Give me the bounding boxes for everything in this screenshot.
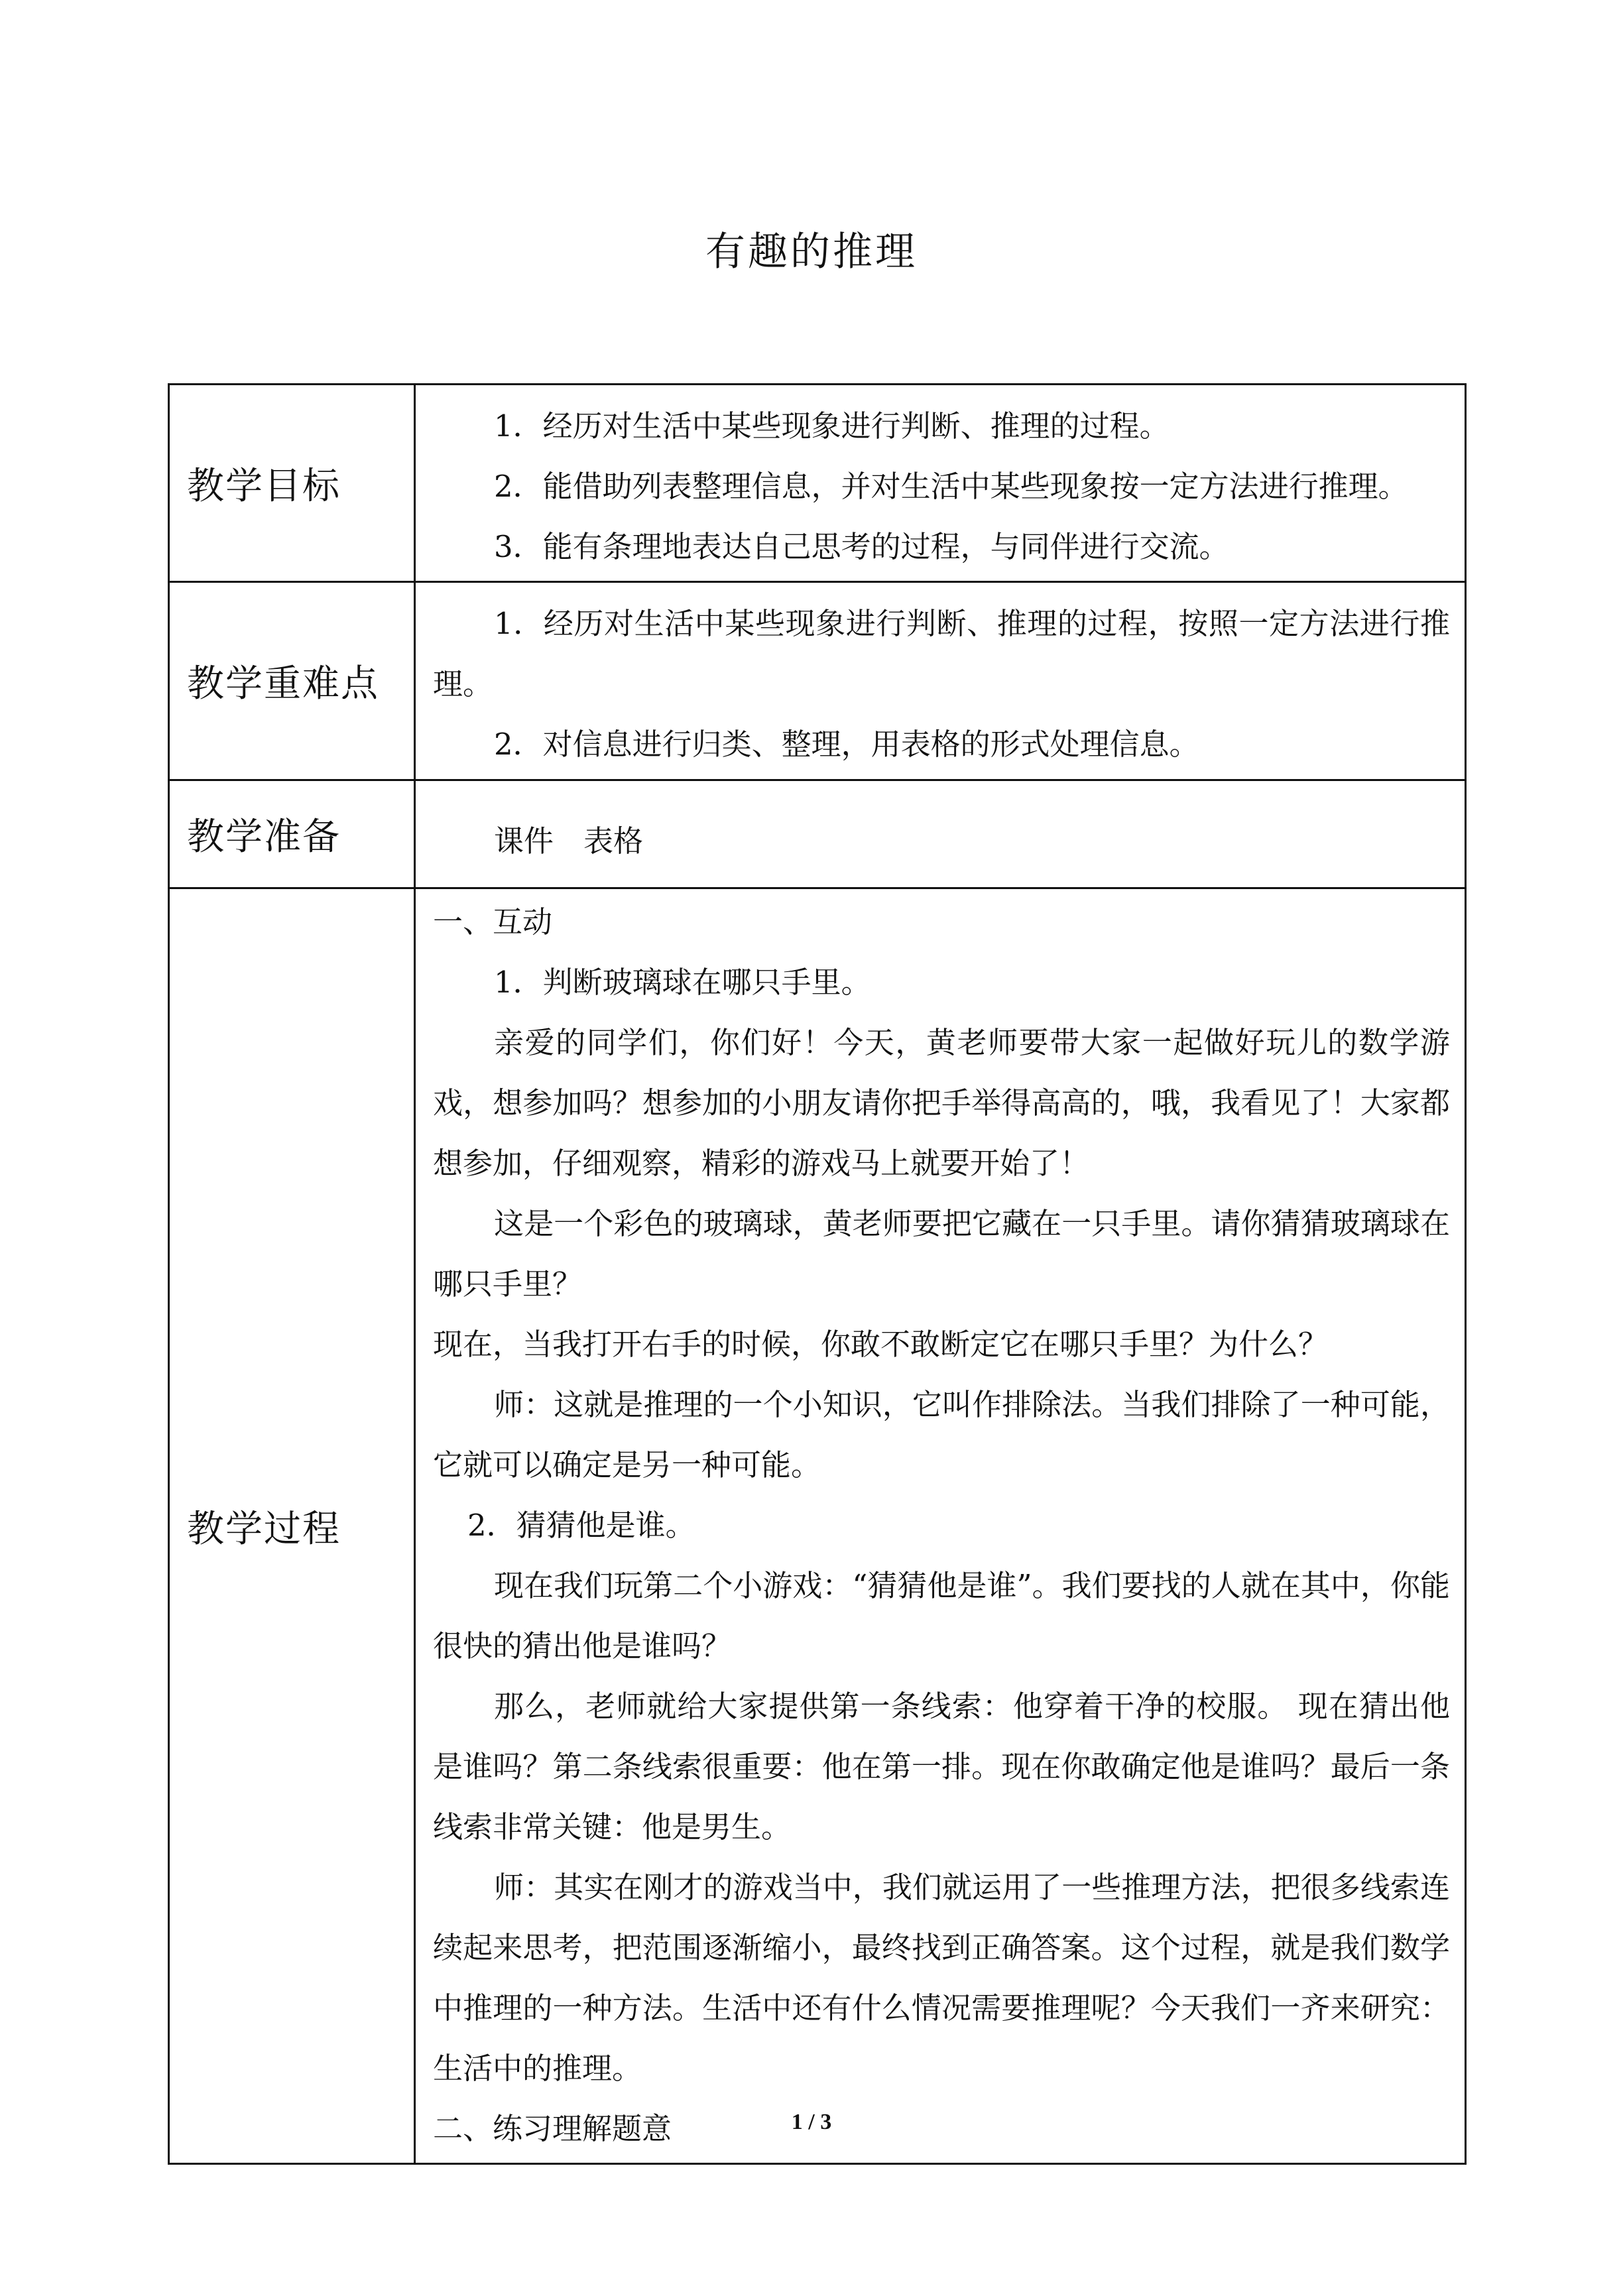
label-teaching-process: 教学过程: [169, 888, 415, 2164]
process-paragraph: 2．猜猜他是谁。: [467, 1508, 695, 1543]
process-paragraph: 1．判断玻璃球在哪只手里。: [494, 965, 871, 1000]
section-heading: 一、互动: [433, 904, 553, 939]
preparation-text: 课件 表格: [494, 823, 644, 859]
row-teaching-goals: [169, 385, 1466, 582]
content-teaching-process: [415, 888, 1466, 2164]
process-paragraph: 师：这就是推理的一个小知识，它叫作排除法。当我们排除了一种可能，它就可以确定是另一种可能。: [433, 1387, 1450, 1482]
label-preparation: 教学准备: [169, 780, 415, 888]
label-teaching-goals: 教学目标: [169, 385, 415, 582]
process-paragraph: 亲爱的同学们，你们好！今天，黄老师要带大家一起做好玩儿的数学游戏，想参加吗？想参加的小朋友请你把手举得高高的，哦，我看见了！大家都想参加，仔细观察，精彩的游戏马上就要开始了！: [433, 1025, 1450, 1181]
process-paragraph: 现在，当我打开右手的时候，你敢不敢断定它在哪只手里？为什么？: [433, 1327, 1329, 1362]
process-paragraph: 师：其实在刚才的游戏当中，我们就运用了一些推理方法，把很多线索连续起来思考，把范围逐渐缩小，最终找到正确答案。这个过程，就是我们数学中推理的一种方法。生活中还有什么情况需要推理呢？今天我们一齐来研究：生活中的推理。: [433, 1870, 1450, 2086]
process-paragraph: 那么，老师就给大家提供第一条线索：他穿着干净的校服。 现在猜出他是谁吗？第二条线索很重要：他在第一排。现在你敢确定他是谁吗？最后一条线索非常关键：他是男生。: [433, 1689, 1450, 1844]
lesson-plan-table: [168, 383, 1467, 2165]
goal-line: 3．能有条理地表达自己思考的过程，与同伴进行交流。: [494, 529, 1229, 564]
content-teaching-goals: [415, 385, 1466, 582]
goal-line: 2．能借助列表整理信息，并对生活中某些现象按一定方法进行推理。: [494, 469, 1408, 504]
row-teaching-process: [169, 888, 1466, 2164]
label-key-points: 教学重难点: [169, 582, 415, 780]
key-point-line: 1．经历对生活中某些现象进行判断、推理的过程，按照一定方法进行推理。: [433, 605, 1450, 701]
process-paragraph: 现在我们玩第二个小游戏：“猜猜他是谁”。我们要找的人就在其中，你能很快的猜出他是谁吗？: [433, 1568, 1450, 1663]
process-paragraph: 这是一个彩色的玻璃球，黄老师要把它藏在一只手里。请你猜猜玻璃球在哪只手里？: [433, 1206, 1450, 1301]
goal-line: 1．经历对生活中某些现象进行判断、推理的过程。: [494, 408, 1170, 444]
page-number: 1 / 3: [791, 2110, 832, 2134]
document-title: 有趣的推理: [705, 229, 918, 275]
section-heading: 二、练习理解题意: [433, 2111, 672, 2146]
content-preparation: [415, 780, 1466, 888]
key-point-line: 2．对信息进行归类、整理，用表格的形式处理信息。: [494, 726, 1199, 762]
content-key-points: [415, 582, 1466, 780]
row-preparation: [169, 780, 1466, 888]
row-key-points: [169, 582, 1466, 780]
